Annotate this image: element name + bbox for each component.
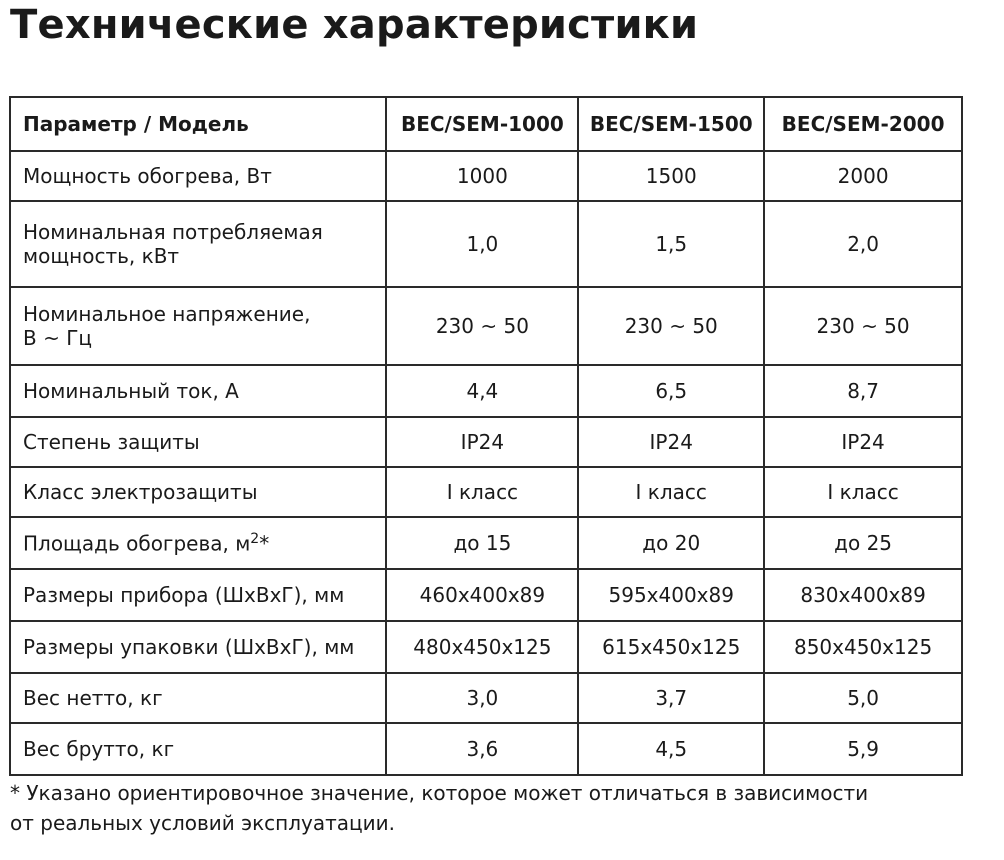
row-label: [10, 201, 386, 287]
table-row: [10, 723, 962, 775]
column-header-model-1000: BEC/SEM-1000: [386, 97, 578, 151]
footnote-line: от реальных условий эксплуатации.: [10, 811, 395, 835]
cell-value: 3,7: [578, 673, 764, 723]
cell-value: до 25: [764, 517, 962, 569]
table-row: [10, 673, 962, 723]
cell-value: 1,0: [386, 201, 578, 287]
cell-value: I класс: [578, 467, 764, 517]
row-label-line: Номинальная потребляемая: [23, 220, 323, 244]
table-row: [10, 517, 962, 569]
cell-value: 2,0: [764, 201, 962, 287]
row-label-line: В ~ Гц: [23, 326, 93, 350]
row-label: Номинальный ток, А: [10, 365, 386, 417]
row-label: Степень защиты: [10, 417, 386, 467]
specs-table: [9, 96, 963, 776]
cell-value: 2000: [764, 151, 962, 201]
row-label: Размеры упаковки (ШхВхГ), мм: [10, 621, 386, 673]
row-label: Вес нетто, кг: [10, 673, 386, 723]
cell-value: IP24: [764, 417, 962, 467]
column-header-model-1500: BEC/SEM-1500: [578, 97, 764, 151]
row-label: [10, 517, 386, 569]
row-label: Размеры прибора (ШхВхГ), мм: [10, 569, 386, 621]
table-row: [10, 287, 962, 365]
row-label: [10, 287, 386, 365]
cell-value: 230 ~ 50: [578, 287, 764, 365]
cell-value: 5,0: [764, 673, 962, 723]
table-row: [10, 417, 962, 467]
cell-value: 1000: [386, 151, 578, 201]
row-label: Вес брутто, кг: [10, 723, 386, 775]
cell-value: 3,6: [386, 723, 578, 775]
row-label-line: Номинальное напряжение,: [23, 302, 311, 326]
cell-value: 1,5: [578, 201, 764, 287]
table-row: [10, 201, 962, 287]
cell-value: 8,7: [764, 365, 962, 417]
cell-value: 830х400х89: [764, 569, 962, 621]
cell-value: I класс: [386, 467, 578, 517]
cell-value: 595х400х89: [578, 569, 764, 621]
footnote-line: * Указано ориентировочное значение, которое может отличаться в зависимости: [10, 781, 869, 805]
table-row: [10, 621, 962, 673]
cell-value: 615х450х125: [578, 621, 764, 673]
cell-value: 480х450х125: [386, 621, 578, 673]
cell-value: IP24: [578, 417, 764, 467]
row-label: Мощность обогрева, Вт: [10, 151, 386, 201]
table-row: [10, 467, 962, 517]
cell-value: 5,9: [764, 723, 962, 775]
column-header-parameter: Параметр / Модель: [10, 97, 386, 151]
cell-value: до 20: [578, 517, 764, 569]
cell-value: 6,5: [578, 365, 764, 417]
cell-value: 230 ~ 50: [764, 287, 962, 365]
table-row: [10, 151, 962, 201]
cell-value: 4,5: [578, 723, 764, 775]
table-row: [10, 365, 962, 417]
cell-value: 460х400х89: [386, 569, 578, 621]
table-header-row: [10, 97, 962, 151]
table-row: [10, 569, 962, 621]
cell-value: 230 ~ 50: [386, 287, 578, 365]
row-label-superscript: 2: [250, 530, 260, 547]
footnote: [10, 778, 990, 838]
cell-value: 4,4: [386, 365, 578, 417]
row-label: Класс электрозащиты: [10, 467, 386, 517]
row-label-text: Площадь обогрева, м: [23, 531, 251, 556]
cell-value: 1500: [578, 151, 764, 201]
cell-value: IP24: [386, 417, 578, 467]
column-header-model-2000: BEC/SEM-2000: [764, 97, 962, 151]
row-label-line: мощность, кВт: [23, 244, 180, 268]
row-label-asterisk: *: [259, 531, 270, 556]
cell-value: 850х450х125: [764, 621, 962, 673]
cell-value: 3,0: [386, 673, 578, 723]
page-title: Технические характеристики: [10, 2, 699, 48]
cell-value: до 15: [386, 517, 578, 569]
cell-value: I класс: [764, 467, 962, 517]
